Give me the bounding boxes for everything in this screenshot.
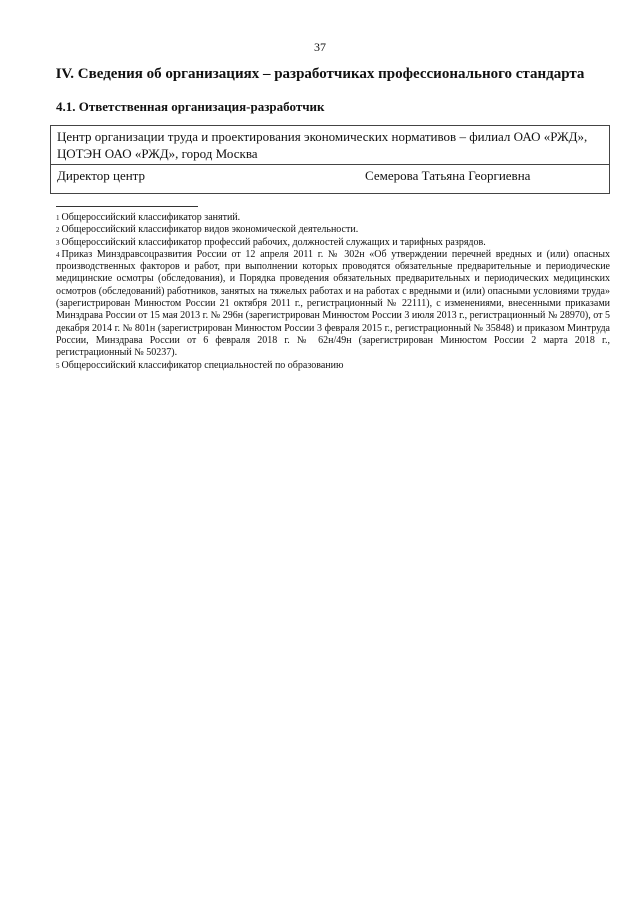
footnote-mark: 3 xyxy=(56,238,60,247)
footnote-text: Общероссийский классификатор занятий. xyxy=(61,212,241,223)
footnote-5 xyxy=(56,360,610,372)
footnote-text: Общероссийский классификатор профессий рабочих, должностей служащих и тарифных разрядов. xyxy=(61,236,486,248)
footnote-mark: 4 xyxy=(56,250,60,259)
section-title: IV. Сведения об организациях – разработчиках профессионального стандарта xyxy=(55,66,585,82)
organization-name-line2: ЦОТЭН ОАО «РЖД», город Москва xyxy=(57,146,258,161)
organization-table xyxy=(50,125,610,194)
footnotes xyxy=(56,212,610,372)
director-name-cell: Семерова Татьяна Георгиевна xyxy=(365,165,610,194)
footnote-2 xyxy=(56,224,610,236)
footnote-mark: 5 xyxy=(56,361,60,370)
organization-name-cell xyxy=(51,126,610,165)
footnote-separator xyxy=(56,206,198,207)
footnote-mark: 2 xyxy=(56,226,60,235)
footnote-text: Общероссийский классификатор видов экономической деятельности. xyxy=(61,224,359,236)
page-number: 37 xyxy=(314,40,326,54)
footnote-1 xyxy=(56,212,610,224)
footnote-3 xyxy=(56,237,610,249)
footnote-4 xyxy=(56,249,610,360)
footnote-text: Приказ Минздравсоцразвития России от 12 апреля 2011 г. № 302н «Об утверждении перечней вредных и (или) опасных производственных факторов и работ, при выполнении которых проводятся обязательные предварительные и периодические медицинские осмотры (обследования), и Порядка проведения обязательных предварительных и периодических медицинских осмотров (обследований) работников, занятых на тяжелых работах и на работах с вредными и (или) опасными условиями труда» (зарегистрирован Минюстом России 21 октября 2011 г., регистрационный № 22111), с изменениями, внесенными приказами Минздрава России от 15 мая 2013 г. № 296н (зарегистрирован Минюстом России 3 июля 2013 г., регистрационный № 28970), от 5 декабря 2014 г. № 801н (зарегистрирован Минюстом России 3 февраля 2015 г., регистрационный № 35848) и приказом Минтруда России, Минздрава России от 6 февраля 2018 г. № 62н/49н (зарегистрирован Минюстом России 2 марта 2018 г., регистрационный № 50237). xyxy=(56,248,610,359)
subsection-title: 4.1. Ответственная организация-разработчик xyxy=(56,99,325,114)
footnote-text: Общероссийский классификатор специальностей по образованию xyxy=(61,359,344,371)
director-row xyxy=(51,165,610,194)
organization-name-line1: Центр организации труда и проектирования экономических нормативов – филиал ОАО «РЖД», xyxy=(57,129,588,144)
footnote-mark: 1 xyxy=(56,214,60,222)
position-cell: Директор центр xyxy=(51,165,366,194)
organization-row xyxy=(51,126,610,165)
